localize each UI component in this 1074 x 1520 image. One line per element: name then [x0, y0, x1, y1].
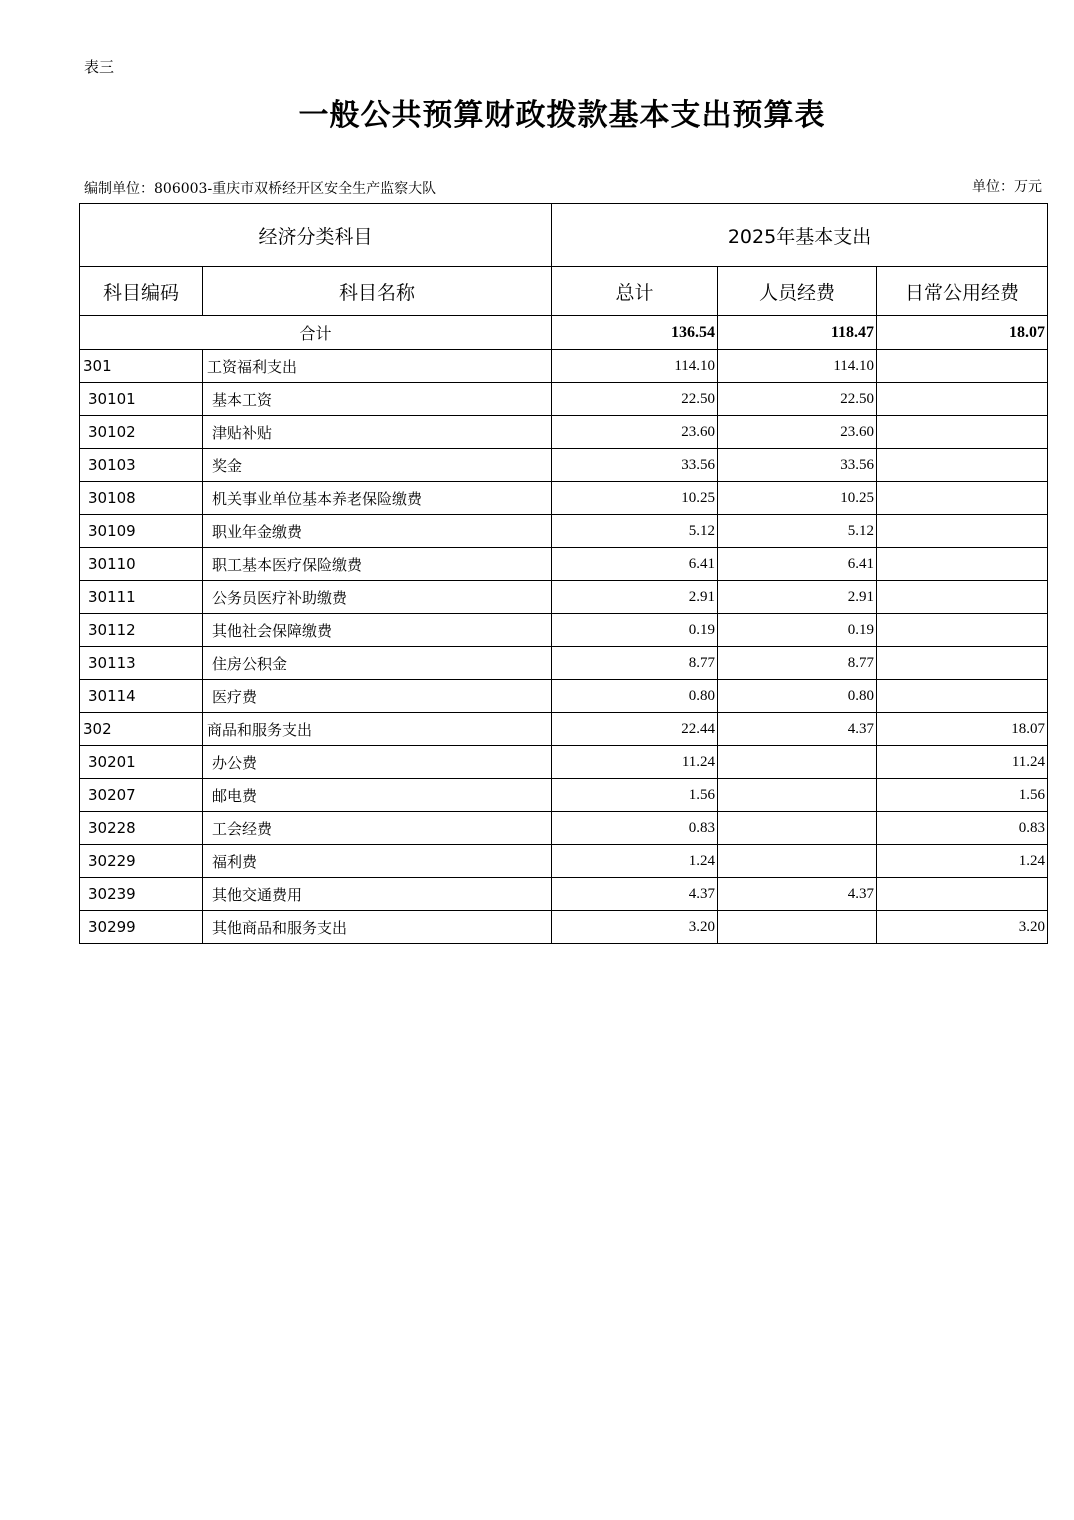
row-total: 5.12 — [552, 515, 718, 548]
budget-table — [79, 203, 1048, 944]
row-name: 住房公积金 — [203, 647, 552, 680]
row-total: 6.41 — [552, 548, 718, 581]
row-code: 30114 — [80, 680, 203, 713]
row-public — [877, 614, 1048, 647]
total-sum: 136.54 — [552, 316, 718, 350]
header-public: 日常公用经费 — [877, 267, 1048, 316]
row-code: 30103 — [80, 449, 203, 482]
row-name: 其他社会保障缴费 — [203, 614, 552, 647]
total-label: 合计 — [80, 316, 552, 350]
currency-unit: 单位：万元 — [972, 179, 1042, 195]
row-name: 其他商品和服务支出 — [203, 911, 552, 944]
row-personnel: 114.10 — [718, 350, 877, 383]
table-row — [80, 812, 1048, 845]
row-code: 30113 — [80, 647, 203, 680]
row-public: 0.83 — [877, 812, 1048, 845]
row-total: 10.25 — [552, 482, 718, 515]
row-public: 18.07 — [877, 713, 1048, 746]
row-public — [877, 647, 1048, 680]
row-public: 1.24 — [877, 845, 1048, 878]
table-row — [80, 482, 1048, 515]
row-personnel: 0.80 — [718, 680, 877, 713]
row-public — [877, 449, 1048, 482]
row-name: 邮电费 — [203, 779, 552, 812]
row-public — [877, 548, 1048, 581]
row-name: 奖金 — [203, 449, 552, 482]
row-name: 职工基本医疗保险缴费 — [203, 548, 552, 581]
row-name: 其他交通费用 — [203, 878, 552, 911]
row-code: 301 — [80, 350, 203, 383]
row-personnel: 33.56 — [718, 449, 877, 482]
row-total: 1.24 — [552, 845, 718, 878]
row-total: 8.77 — [552, 647, 718, 680]
row-name: 福利费 — [203, 845, 552, 878]
row-total: 22.44 — [552, 713, 718, 746]
row-name: 津贴补贴 — [203, 416, 552, 449]
row-total: 2.91 — [552, 581, 718, 614]
row-code: 30229 — [80, 845, 203, 878]
row-public — [877, 350, 1048, 383]
row-public — [877, 581, 1048, 614]
header-economic-classification: 经济分类科目 — [80, 204, 552, 267]
row-total: 3.20 — [552, 911, 718, 944]
row-personnel: 6.41 — [718, 548, 877, 581]
row-public: 11.24 — [877, 746, 1048, 779]
row-personnel — [718, 779, 877, 812]
row-personnel: 2.91 — [718, 581, 877, 614]
header-name: 科目名称 — [203, 267, 552, 316]
row-personnel: 23.60 — [718, 416, 877, 449]
table-row — [80, 350, 1048, 383]
row-total: 0.19 — [552, 614, 718, 647]
row-total: 114.10 — [552, 350, 718, 383]
row-name: 工资福利支出 — [203, 350, 552, 383]
header-personnel: 人员经费 — [718, 267, 877, 316]
table-row — [80, 515, 1048, 548]
row-code: 30299 — [80, 911, 203, 944]
row-personnel: 8.77 — [718, 647, 877, 680]
table-row — [80, 713, 1048, 746]
row-total: 33.56 — [552, 449, 718, 482]
table-row — [80, 383, 1048, 416]
table-row — [80, 614, 1048, 647]
row-personnel: 0.19 — [718, 614, 877, 647]
row-public — [877, 416, 1048, 449]
compiling-unit: 编制单位：806003-重庆市双桥经开区安全生产监察大队 — [84, 181, 437, 197]
row-total: 11.24 — [552, 746, 718, 779]
row-total: 0.83 — [552, 812, 718, 845]
row-personnel — [718, 746, 877, 779]
header-total: 总计 — [552, 267, 718, 316]
table-row — [80, 548, 1048, 581]
row-name: 工会经费 — [203, 812, 552, 845]
row-personnel — [718, 812, 877, 845]
row-public — [877, 383, 1048, 416]
table-row — [80, 779, 1048, 812]
row-total: 4.37 — [552, 878, 718, 911]
row-code: 30108 — [80, 482, 203, 515]
total-public: 18.07 — [877, 316, 1048, 350]
row-code: 30201 — [80, 746, 203, 779]
row-personnel — [718, 845, 877, 878]
row-personnel: 5.12 — [718, 515, 877, 548]
total-row — [80, 316, 1048, 350]
row-name: 职业年金缴费 — [203, 515, 552, 548]
row-code: 30207 — [80, 779, 203, 812]
row-personnel: 22.50 — [718, 383, 877, 416]
row-code: 30102 — [80, 416, 203, 449]
row-public — [877, 515, 1048, 548]
row-public — [877, 482, 1048, 515]
total-personnel: 118.47 — [718, 316, 877, 350]
row-name: 医疗费 — [203, 680, 552, 713]
row-personnel: 10.25 — [718, 482, 877, 515]
row-code: 302 — [80, 713, 203, 746]
row-code: 30228 — [80, 812, 203, 845]
row-personnel — [718, 911, 877, 944]
table-row — [80, 647, 1048, 680]
table-row — [80, 416, 1048, 449]
row-total: 23.60 — [552, 416, 718, 449]
table-row — [80, 746, 1048, 779]
row-public — [877, 878, 1048, 911]
row-name: 公务员医疗补助缴费 — [203, 581, 552, 614]
row-total: 22.50 — [552, 383, 718, 416]
row-code: 30111 — [80, 581, 203, 614]
table-row — [80, 878, 1048, 911]
row-name: 商品和服务支出 — [203, 713, 552, 746]
row-public: 1.56 — [877, 779, 1048, 812]
row-total: 0.80 — [552, 680, 718, 713]
table-row — [80, 581, 1048, 614]
page-title: 一般公共预算财政拨款基本支出预算表 — [298, 98, 826, 133]
table-row — [80, 449, 1048, 482]
row-code: 30101 — [80, 383, 203, 416]
row-public — [877, 680, 1048, 713]
row-code: 30109 — [80, 515, 203, 548]
row-personnel: 4.37 — [718, 878, 877, 911]
row-code: 30110 — [80, 548, 203, 581]
row-code: 30239 — [80, 878, 203, 911]
row-name: 机关事业单位基本养老保险缴费 — [203, 482, 552, 515]
table-row — [80, 845, 1048, 878]
row-total: 1.56 — [552, 779, 718, 812]
row-personnel: 4.37 — [718, 713, 877, 746]
header-basic-expenditure: 2025年基本支出 — [552, 204, 1048, 267]
table-row — [80, 680, 1048, 713]
table-label: 表三 — [84, 58, 115, 76]
row-code: 30112 — [80, 614, 203, 647]
row-public: 3.20 — [877, 911, 1048, 944]
row-name: 基本工资 — [203, 383, 552, 416]
row-name: 办公费 — [203, 746, 552, 779]
header-code: 科目编码 — [80, 267, 203, 316]
table-row — [80, 911, 1048, 944]
